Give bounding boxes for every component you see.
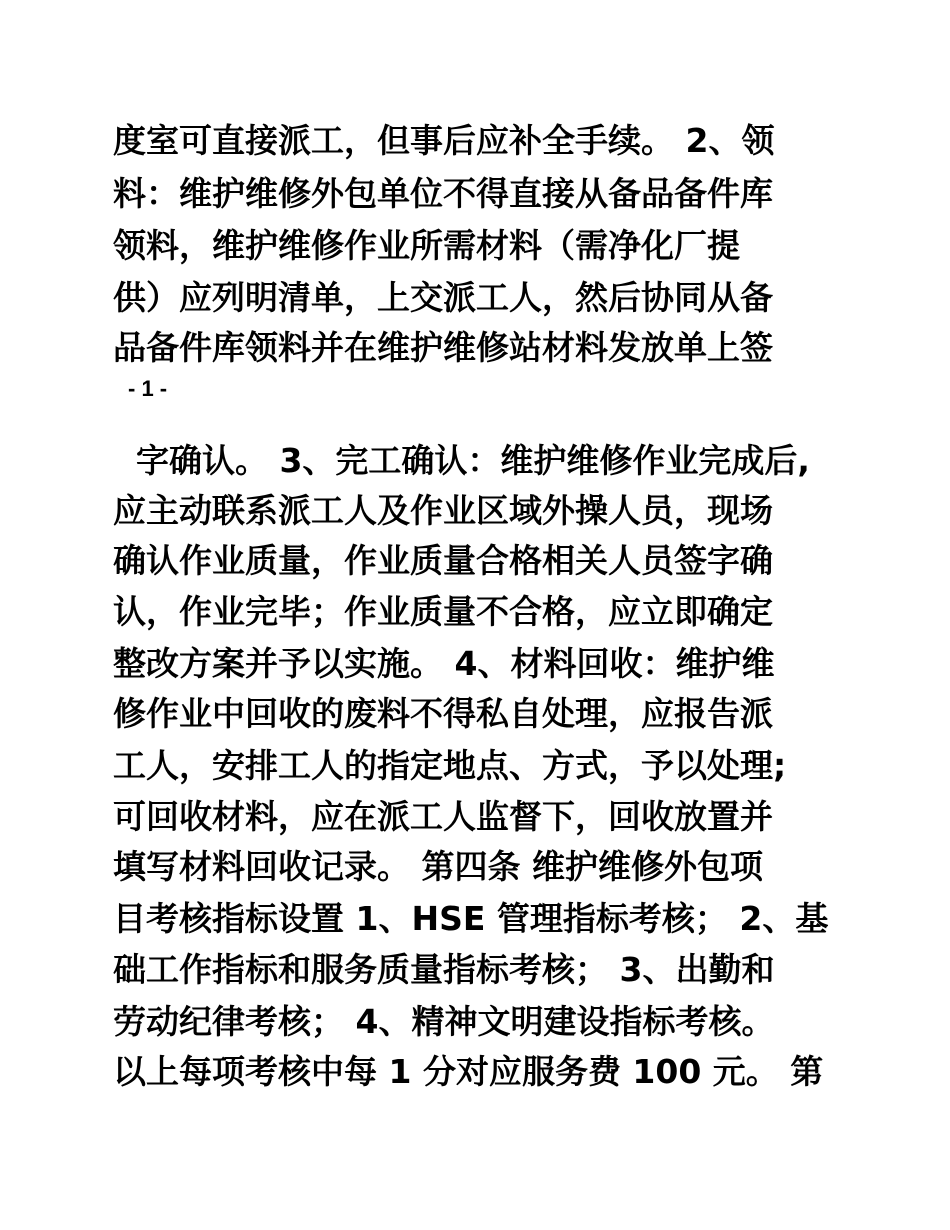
text-line: 度室可直接派工，但事后应补全手续。 2、领	[113, 121, 775, 160]
text-line: 可回收材料，应在派工人监督下，回收放置并	[113, 797, 773, 836]
page-number: - 1 -	[128, 376, 168, 401]
text-line: 料：维护维修外包单位不得直接从备品备件库	[113, 174, 773, 213]
text-line: 确认作业质量，作业质量合格相关人员签字确	[113, 541, 773, 580]
text-line: 修作业中回收的废料不得私自处理，应报告派	[113, 694, 773, 733]
text-line: 供）应列明清单，上交派工人，然后协同从备	[113, 278, 773, 317]
text-line: 领料，维护维修作业所需材料（需净化厂提	[113, 226, 740, 265]
text-line: 填写材料回收记录。 第四条 维护维修外包项	[113, 847, 763, 886]
text-line: 工人，安排工人的指定地点、方式，予以处理;	[113, 746, 787, 785]
text-line: 劳动纪律考核； 4、精神文明建设指标考核。	[113, 1002, 775, 1041]
text-line: 认，作业完毕；作业质量不合格，应立即确定	[113, 592, 773, 631]
text-line: 础工作指标和服务质量指标考核； 3、出勤和	[113, 950, 775, 989]
text-line: 整改方案并予以实施。 4、材料回收：维护维	[113, 644, 775, 683]
text-line: 品备件库领料并在维护维修站材料发放单上签	[113, 328, 773, 367]
text-line: 应主动联系派工人及作业区域外操人员，现场	[113, 491, 773, 530]
text-line: 字确认。 3、完工确认：维护维修作业完成后,	[113, 441, 810, 480]
text-line: 以上每项考核中每 1 分对应服务费 100 元。 第	[113, 1052, 824, 1091]
text-line: 目考核指标设置 1、HSE 管理指标考核； 2、基	[113, 899, 829, 938]
